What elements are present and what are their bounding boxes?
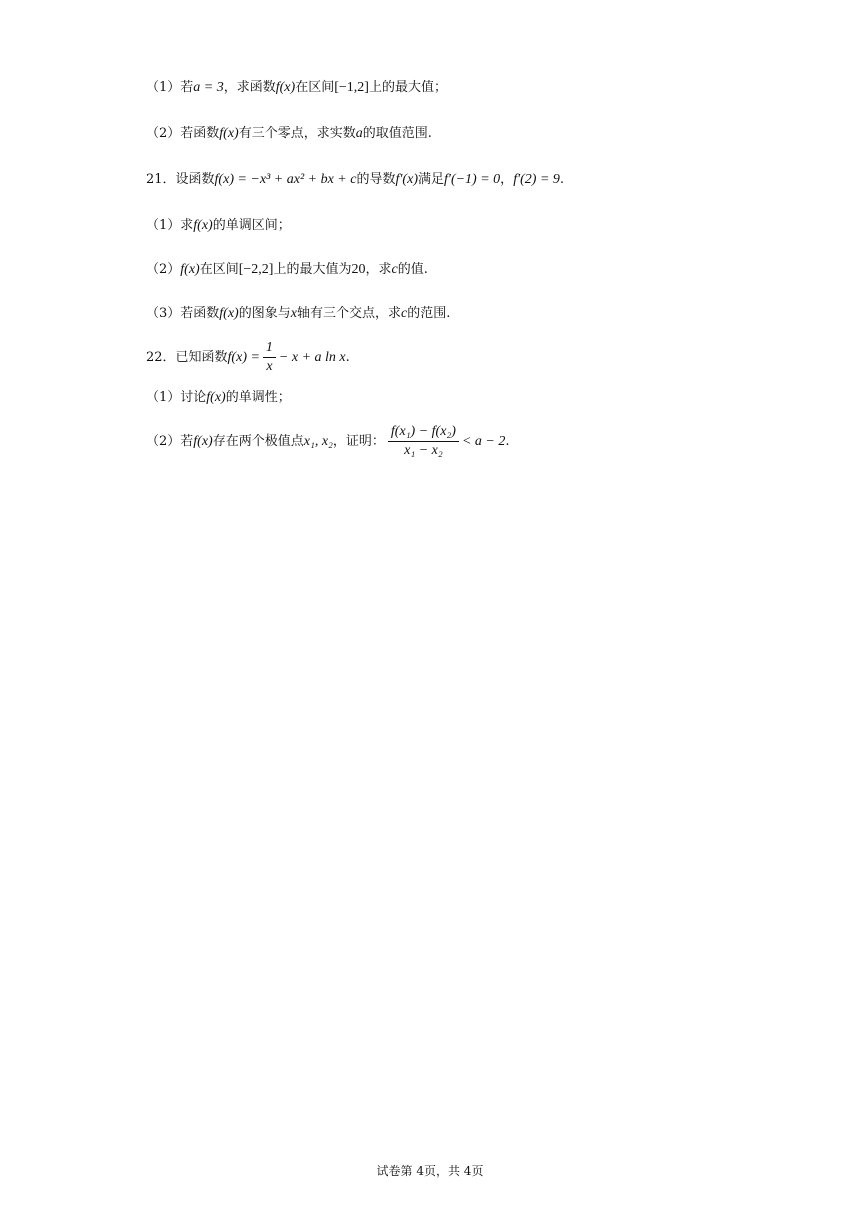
- q21-part1: [146, 216, 291, 236]
- q21-p1-label: （1）求: [146, 218, 194, 233]
- q21-p3-t1: 的图象与: [238, 306, 291, 321]
- q21-cond1: f′(−1) = 0: [444, 172, 501, 187]
- q20-p1-t1: ，求函数: [223, 80, 276, 95]
- q22-p2-fx: f(x): [193, 434, 213, 449]
- q21-p3-t2: 轴有三个交点，求: [296, 306, 401, 321]
- q20-p2-label: （2）若函数: [146, 126, 220, 141]
- q20-part1: [146, 78, 447, 98]
- q22-frac-denominator: x: [266, 359, 273, 374]
- q22-p2-points: x₁, x₂: [303, 434, 333, 449]
- q21-p2-var: c: [391, 262, 398, 277]
- q21-p3-t3: 的范围.: [407, 306, 451, 321]
- q20-p2-fx: f(x): [219, 126, 239, 141]
- q22-func-lhs: f(x) =: [227, 350, 260, 365]
- q21-part2: [146, 260, 428, 280]
- q21-number: 21．设函数: [146, 172, 215, 187]
- q22-p2-t2: ，证明：: [332, 434, 385, 449]
- q21-p2-t4: 的值.: [397, 262, 428, 277]
- q21-p2-t1: 在区间: [199, 262, 239, 277]
- q22-func-rhs: − x + a ln x: [278, 350, 346, 365]
- q21-p2-fx: f(x): [180, 262, 200, 277]
- q20-p2-t2: 的取值范围.: [362, 126, 432, 141]
- q20-p1-fx: f(x): [275, 80, 296, 95]
- q21-sep: ，: [500, 172, 514, 187]
- q20-p2-t1: 有三个零点，求实数: [238, 126, 356, 141]
- q20-p1-label: （1）若: [146, 80, 194, 95]
- q21-p2-t2: 上的最大值为: [273, 262, 352, 277]
- q20-p1-t2: 在区间: [295, 80, 335, 95]
- q21-p3-var: c: [400, 306, 408, 321]
- q21-t2: 满足: [417, 172, 444, 187]
- q22-p2-end: .: [505, 434, 510, 449]
- q21-function: f(x) = −x³ + ax² + bx + c: [214, 172, 357, 187]
- q21-derivative: f′(x): [395, 172, 418, 187]
- q21-p2-value: 20: [351, 262, 366, 277]
- q22-part2: [146, 424, 510, 459]
- q21-p1-fx: f(x): [193, 218, 213, 233]
- q21-part3: [146, 304, 450, 324]
- q22-fraction: [263, 340, 276, 375]
- q20-part2: [146, 124, 432, 144]
- q20-p1-cond: a = 3: [193, 80, 224, 95]
- q22-p2-rhs: < a − 2: [461, 434, 506, 449]
- q22-p2-frac-denominator: x₁ − x₂: [404, 443, 443, 458]
- q21-cond2: f′(2) = 9: [513, 172, 560, 187]
- q21-p1-t1: 的单调区间；: [212, 218, 291, 233]
- q21-stem: [146, 170, 564, 190]
- q22-p1-fx: f(x): [206, 390, 226, 405]
- q21-p2-interval: [−2,2]: [238, 262, 274, 277]
- q20-p1-interval: [−1,2]: [334, 80, 369, 95]
- q21-t1: 的导数: [356, 172, 396, 187]
- q22-stem: [146, 340, 350, 375]
- q20-p1-t3: 上的最大值；: [368, 80, 447, 95]
- q22-p1-t1: 的单调性；: [225, 390, 291, 405]
- q22-p2-label: （2）若: [146, 434, 194, 449]
- q22-end: .: [345, 350, 350, 365]
- q22-number: 22．已知函数: [146, 350, 228, 365]
- q20-p2-var: a: [355, 126, 363, 141]
- q21-end: .: [559, 172, 565, 187]
- page-footer: 试卷第 4页，共 4页: [376, 1164, 484, 1178]
- q22-p1-label: （1）讨论: [146, 390, 207, 405]
- q22-part1: [146, 388, 291, 408]
- q22-p2-fraction: [388, 424, 459, 459]
- q21-p3-label: （3）若函数: [146, 306, 220, 321]
- q21-p3-axis: x: [290, 306, 297, 321]
- q21-p3-fx: f(x): [219, 306, 239, 321]
- q22-p2-frac-numerator: f(x₁) − f(x₂): [388, 424, 459, 442]
- q22-p2-t1: 存在两个极值点: [212, 434, 304, 449]
- q21-p2-t3: ，求: [365, 262, 392, 277]
- q21-p2-label: （2）: [146, 262, 181, 277]
- q22-frac-numerator: 1: [263, 340, 276, 358]
